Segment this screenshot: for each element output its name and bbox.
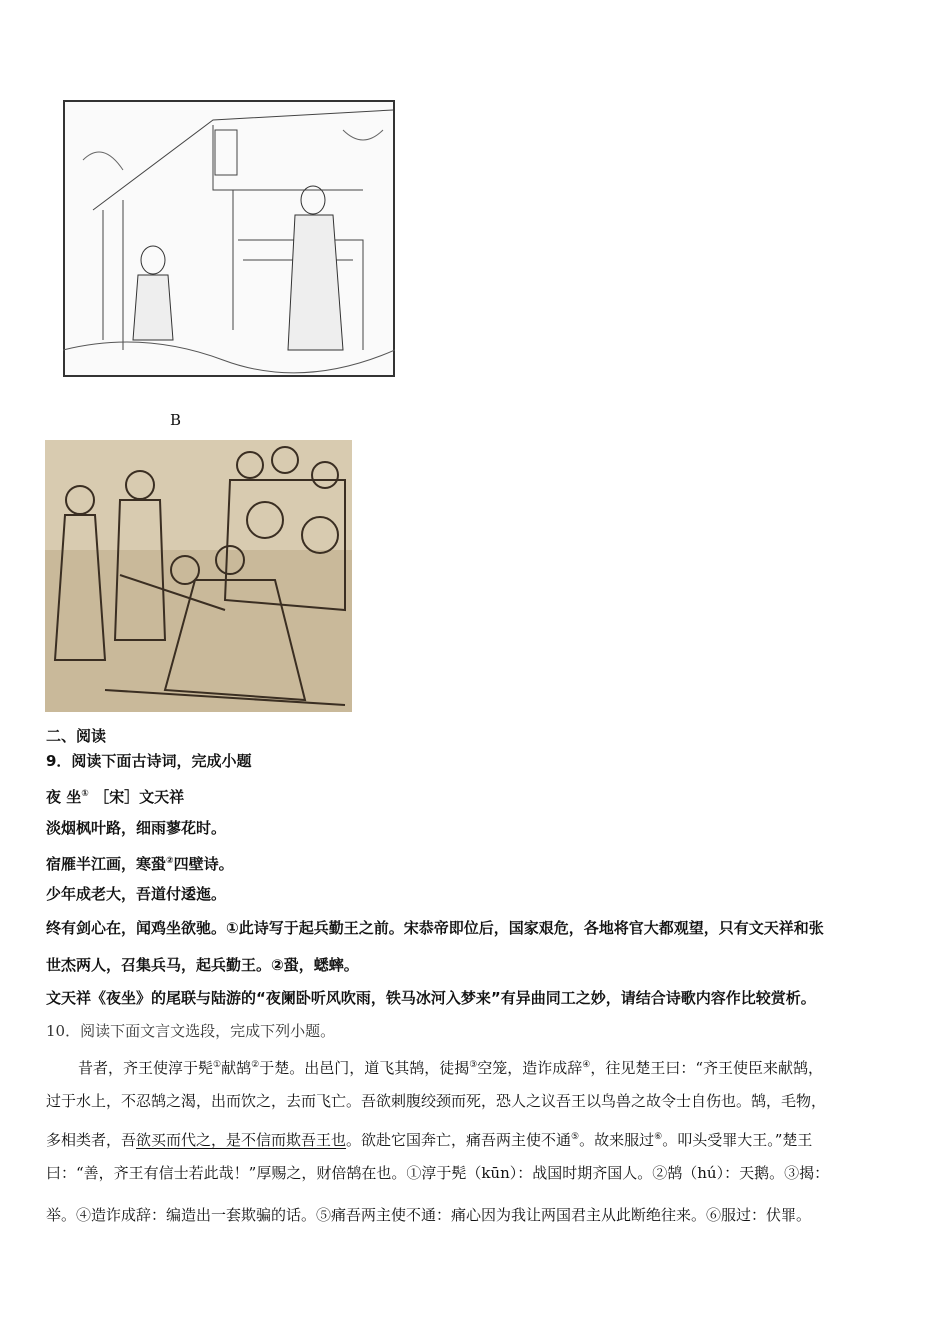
question-9-prompt: 9．阅读下面古诗词，完成小题 bbox=[46, 752, 252, 770]
poem-line-2b: 四壁诗。 bbox=[173, 855, 234, 873]
underlined-sentence: 欲买而代之，是不信而欺吾王也 bbox=[136, 1131, 347, 1149]
t: 空笼，造诈成辞 bbox=[477, 1059, 583, 1077]
t: ，往见楚王曰：“齐王使臣来献鹄， bbox=[590, 1059, 824, 1077]
t: 多相类者，吾 bbox=[46, 1131, 137, 1149]
question-10-prompt: 10．阅读下面文言文选段，完成下列小题。 bbox=[46, 1022, 336, 1040]
poem-line-2 bbox=[46, 851, 234, 874]
passage-line-3 bbox=[46, 1127, 812, 1150]
poem-line-1: 淡烟枫叶路，细雨蓼花时。 bbox=[46, 819, 227, 837]
question-9-task: 文天祥《夜坐》的尾联与陆游的“夜阑卧听风吹雨，铁马冰河入梦来”有异曲同工之妙，请结合诗歌内容作比较赏析。 bbox=[46, 989, 816, 1007]
teahouse-illustration-image bbox=[63, 100, 395, 377]
t: 于楚。出邑门，道飞其鹄，徒揭 bbox=[259, 1059, 470, 1077]
poem-author: ［宋］文天祥 bbox=[94, 788, 185, 806]
soldiers-illustration-image bbox=[45, 440, 352, 712]
note-2: ② bbox=[166, 856, 174, 866]
figure-teahouse-illustration bbox=[63, 100, 395, 377]
poem-notes-cont: 世杰两人，召集兵马，起兵勤王。②蛩，蟋蟀。 bbox=[46, 956, 359, 974]
poem-title bbox=[46, 784, 184, 807]
passage-line-4: 曰：“善，齐王有信士若此哉！”厚赐之，财倍鹄在也。①淳于髡（kūn）：战国时期齐国人。②鹄（hú）：天鹅。③揭： bbox=[46, 1164, 830, 1182]
t: 。故来服过 bbox=[579, 1131, 655, 1149]
passage-line-5: 举。④造诈成辞：编造出一套欺骗的话。⑤痛吾两主使不通：痛心因为我让两国君主从此断绝往来。⑥服过：伏罪。 bbox=[46, 1206, 812, 1224]
passage-line-2: 过于水上，不忍鹄之渴，出而饮之，去而飞亡。吾欲刺腹绞颈而死，恐人之议吾王以鸟兽之故令士自伤也。鹄，毛物， bbox=[46, 1092, 827, 1110]
poem-title-note: ① bbox=[81, 789, 89, 799]
poem-line-4-notes: 终有剑心在，闻鸡坐欲驰。①此诗写于起兵勤王之前。宋恭帝即位后，国家艰危，各地将官大都观望，只有文天祥和张 bbox=[46, 919, 824, 937]
t: 献鹄 bbox=[221, 1059, 252, 1077]
t: 。欲赴它国奔亡，痛吾两主使不通 bbox=[346, 1131, 572, 1149]
note: ③ bbox=[469, 1060, 478, 1070]
note: ② bbox=[251, 1060, 260, 1070]
t: 昔者，齐王使淳于髡 bbox=[78, 1059, 214, 1077]
poem-line-3: 少年成老大，吾道付逶迤。 bbox=[46, 885, 227, 903]
passage-line-1 bbox=[78, 1055, 823, 1078]
note: ⑥ bbox=[654, 1132, 663, 1142]
poem-line-2a: 宿雁半江画，寒蛩 bbox=[46, 855, 167, 873]
t: 。叩头受罪大王。”楚王 bbox=[662, 1131, 813, 1149]
note: ① bbox=[213, 1060, 222, 1070]
poem-title-text: 夜 坐 bbox=[46, 788, 82, 806]
note: ④ bbox=[582, 1060, 591, 1070]
figure-label-b: B bbox=[170, 411, 182, 429]
figure-soldiers-illustration bbox=[45, 440, 352, 712]
note: ⑤ bbox=[571, 1132, 580, 1142]
section-title: 二、阅读 bbox=[46, 727, 107, 745]
